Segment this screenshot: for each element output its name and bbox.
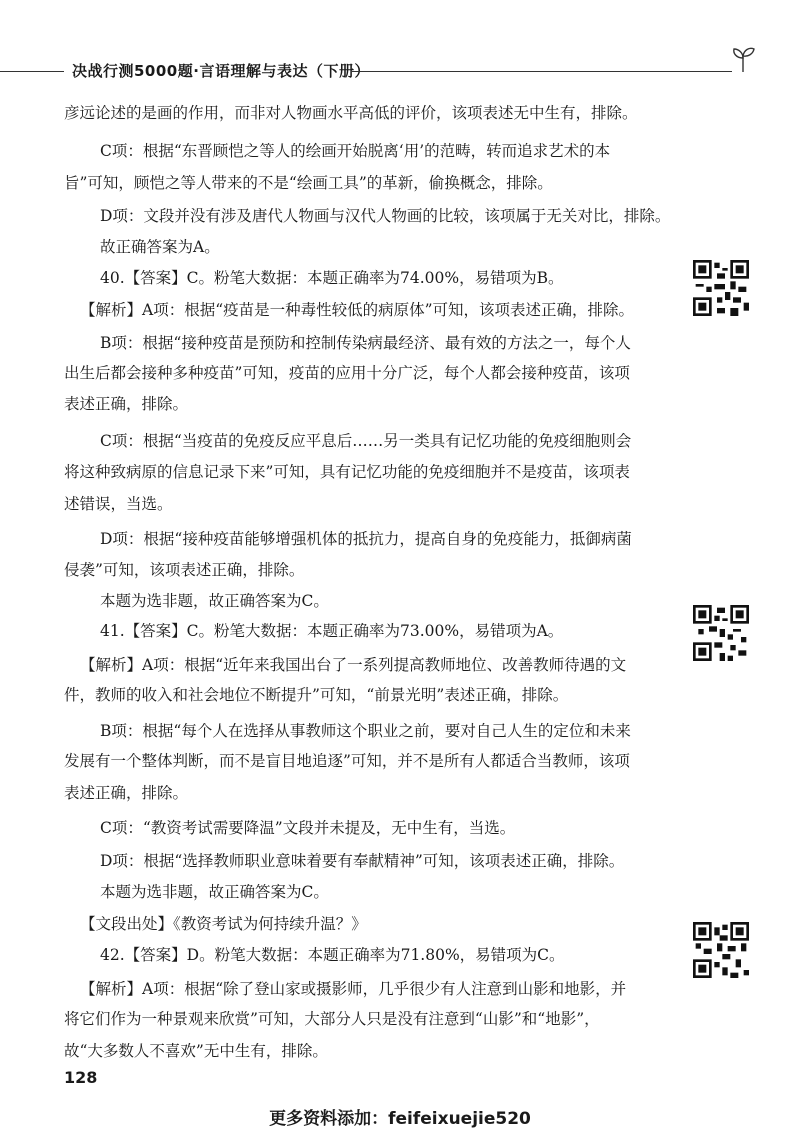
header-rule-left [0,71,64,72]
qr-code-icon [693,605,749,661]
text-line: 表述正确，排除。 [64,395,189,413]
qr-code-icon [693,260,749,316]
text-line: 彦远论述的是画的作用，而非对人物画水平高低的评价，该项表述无中生有，排除。 [64,104,638,122]
text-line: 将这种致病原的信息记录下来”可知，具有记忆功能的免疫细胞并不是疫苗，该项表 [64,463,630,481]
text-line: D项：根据“接种疫苗能够增强机体的抵抗力，提高自身的免疫能力，抵御病菌 [100,530,632,548]
header-rule-right [352,71,732,72]
text-line: D项：根据“选择教师职业意味着要有奉献精神”可知，该项表述正确，排除。 [100,852,625,870]
text-line: 旨”可知，顾恺之等人带来的不是“绘画工具”的革新，偷换概念，排除。 [64,174,553,192]
text-line: 发展有一个整体判断，而不是盲目地追逐”可知，并不是所有人都适合当教师，该项 [64,752,630,770]
qr-code-icon [693,922,749,978]
text-line: B项：根据“每个人在选择从事教师这个职业之前，要对自己人生的定位和未来 [100,722,631,740]
text-line: 故“大多数人不喜欢”无中生有，排除。 [64,1042,328,1060]
text-line: B项：根据“接种疫苗是预防和控制传染病最经济、最有效的方法之一，每个人 [100,334,631,352]
footer-note: 更多资料添加：feifeixuejie520 [269,1109,531,1129]
text-line: 侵袭”可知，该项表述正确，排除。 [64,561,305,579]
text-line: C项：根据“东晋顾恺之等人的绘画开始脱离‘用’的范畴，转而追求艺术的本 [100,142,611,160]
text-line: 本题为选非题，故正确答案为C。 [100,883,329,901]
answer-line: 42.【答案】D。粉笔大数据：本题正确率为71.80%，易错项为C。 [100,946,565,964]
text-line: 本题为选非题，故正确答案为C。 [100,592,329,610]
text-line: 【解析】A项：根据“疫苗是一种毒性较低的病原体”可知，该项表述正确，排除。 [80,301,635,319]
source-line: 【文段出处】《教资考试为何持续升温？》 [80,915,367,933]
text-line: D项：文段并没有涉及唐代人物画与汉代人物画的比较，该项属于无关对比，排除。 [100,207,671,225]
text-line: 【解析】A项：根据“除了登山家或摄影师，几乎很少有人注意到山影和地影，并 [80,980,627,998]
text-line: 件，教师的收入和社会地位不断提升”可知，“前景光明”表述正确，排除。 [64,686,569,704]
text-line: 【解析】A项：根据“近年来我国出台了一系列提高教师地位、改善教师待遇的文 [80,656,627,674]
running-header [0,56,800,92]
text-line: C项：根据“当疫苗的免疫反应平息后……另一类具有记忆功能的免疫细胞则会 [100,432,632,450]
sprout-icon [728,44,758,74]
text-line: 表述正确，排除。 [64,784,189,802]
text-line: 将它们作为一种景观来欣赏”可知，大部分人只是没有注意到“山影”和“地影”， [64,1010,600,1028]
book-title: 决战行测5000题·言语理解与表达（下册） [72,62,370,80]
answer-line: 40.【答案】C。粉笔大数据：本题正确率为74.00%，易错项为B。 [100,269,564,287]
text-line: 出生后都会接种多种疫苗”可知，疫苗的应用十分广泛，每个人都会接种疫苗，该项 [64,364,630,382]
text-line: 述错误，当选。 [64,495,173,513]
text-line: 故正确答案为A。 [100,238,220,256]
text-line: C项：“教资考试需要降温”文段并未提及，无中生有，当选。 [100,819,516,837]
answer-line: 41.【答案】C。粉笔大数据：本题正确率为73.00%，易错项为A。 [100,622,564,640]
page-number: 128 [64,1068,98,1087]
